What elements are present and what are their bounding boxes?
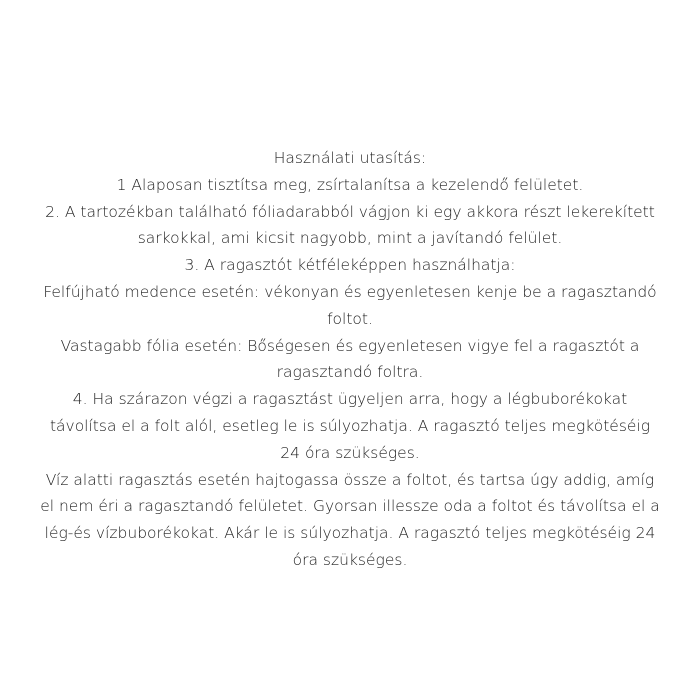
instruction-line: Felfújható medence esetén: vékonyan és egyenletesen kenje be a ragasztandó — [43, 282, 657, 301]
instructions-block — [0, 145, 700, 574]
instruction-line: sarkokkal, ami kicsit nagyobb, mint a javítandó felület. — [137, 229, 563, 248]
instruction-line: Víz alatti ragasztás esetén hajtogassa össze a foltot, és tartsa úgy addig, amíg — [45, 470, 655, 489]
instruction-line: 2. A tartozékban található fóliadarabból vágjon ki egy akkora részt lekerekített — [45, 202, 655, 221]
instruction-line: óra szükséges. — [292, 550, 408, 569]
instruction-line: 4. Ha szárazon végzi a ragasztást ügyeljen arra, hogy a légbuborékokat — [72, 390, 628, 409]
instruction-line: 1 Alaposan tisztítsa meg, zsírtalanítsa a kezelendő felületet. — [116, 175, 584, 194]
instruction-line: ragasztandó foltra. — [276, 363, 424, 382]
instructions-title: Használati utasítás: — [273, 149, 427, 167]
instruction-line: lég-és vízbuborékokat. Akár le is súlyozhatja. A ragasztó teljes megkötéséig 24 — [44, 524, 656, 543]
instruction-line: távolítsa el a folt alól, esetleg le is súlyozhatja. A ragasztó teljes megkötéséig — [49, 416, 651, 435]
instruction-line: Vastagabb fólia esetén: Bőségesen és egyenletesen vigye fel a ragasztót a — [60, 336, 640, 355]
instruction-line: 3. A ragasztót kétféleképpen használhatja: — [184, 256, 516, 275]
instruction-line: el nem éri a ragasztandó felületet. Gyorsan illessze oda a foltot és távolítsa el a — [40, 497, 660, 516]
instruction-line: 24 óra szükséges. — [280, 443, 420, 462]
instruction-line: foltot. — [327, 309, 373, 328]
